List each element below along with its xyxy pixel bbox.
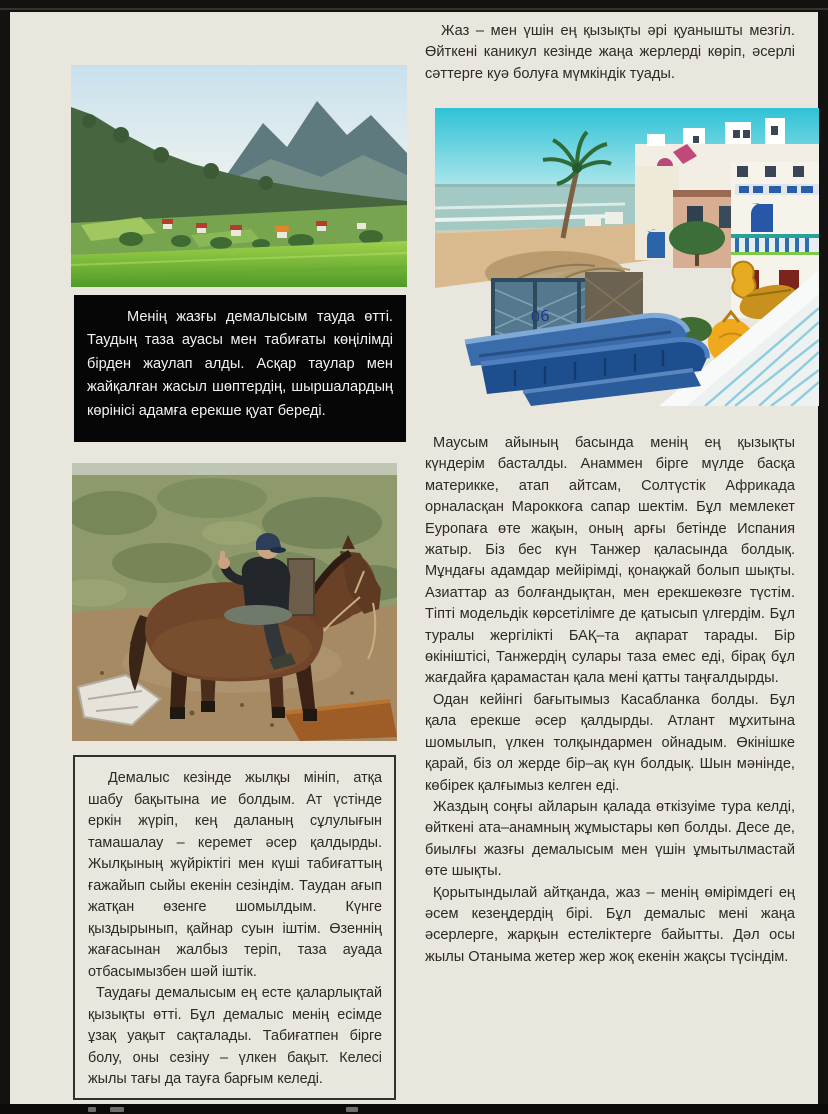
- bottom-frame-band: [0, 1104, 828, 1114]
- morocco-photo: [435, 108, 819, 406]
- horse-story-paragraph-2: Таудағы демалысым ең есте қаларлықтай қызықты өтті. Бұл демалыс менің есімде ұзақ уақыт сақталады. Табиғатпен бірге болу, оны сезіну – үлкен бақыт. Келесі жылы тағы да тауға барғым келеді.: [88, 985, 382, 1087]
- intro-paragraph: Жаз – мен үшін ең қызықты әрі қуанышты мезгіл. Өйткені каникул кезінде жаңа жерлерді көріп, әсерлі сәттерге куә болуға мүмкіндік туады.: [425, 23, 795, 82]
- horse-story-box: [73, 755, 396, 1100]
- city-summer-paragraph: Жаздың соңғы айларын қалада өткізуіме тура келді, өйткені ата–анамның жұмыстары көп болды. Десе де, биылғы жазғы демалысым мен үшін ұмытылмастай өте шықты.: [425, 798, 795, 880]
- conclusion-paragraph: Қорытындылай айтқанда, жаз – менің өмірімдегі ең әсем кезеңдердің бірі. Бұл демалыс мені жаңа әсерлерге, жарқын естеліктерге байытты. Дәл осы жылы Отаныма жетер жер жоқ екенін жақсы түсіндім.: [425, 884, 795, 965]
- horse-story-paragraph-1: Демалыс кезінде жылқы мініп, атқа шабу бақытына ие болдым. Ат үстінде еркін жүріп, кең даланың сұлулығын тамашалау – керемет әсер қалдырды. Жылқының жүйріктігі мен күші табиғаттың ғажайып сыйы екенін сезіндім. Таудан ағып жатқан өзенге шомылдым. Күнге қыздырынып, қайнар суын іштім. Өзеннің жағасынан жалбыз теріп, таза ауада отбасымызбен шәй іштік.: [88, 770, 382, 980]
- cutoff-text-fragment: [88, 1107, 96, 1112]
- mountain-caption-box: [74, 295, 406, 442]
- horse-photo: [72, 463, 397, 741]
- mountain-photo: [71, 65, 407, 287]
- document-page: [10, 12, 818, 1104]
- cutoff-text-fragment: [346, 1107, 358, 1112]
- cutoff-text-fragment: [110, 1107, 124, 1112]
- morocco-paragraph: Маусым айының басында менің ең қызықты күндерім басталды. Анаммен бірге мүлде басқа материкке, атап айтсам, Солтүстік Африкада орналасқан Мароккоға сапар шектім. Бұл мемлекет Еуропаға өте жақын, оның арғы бетінде Испания жатыр. Біз бес күн Танжер қаласында болдық. Мұндағы адамдар мейірімді, қонақжай болып шықты. Азиаттар аз болғандықтан, мен ерекшекөзге түстім. Тіпті модельдік көрсетілімге де қатысып үлгердім. Бұл туралы жергілікті БАҚ–та ақпарат тарады. Бір өкініштісі, Танжердің сулары таза емес еді, бірақ бұл жағдайға қарамастан қала мені қатты таңғалдырды.: [425, 435, 795, 687]
- svg-text:06: 06: [530, 306, 551, 326]
- casablanca-paragraph: Одан кейінгі бағытымыз Касабланка болды. Бұл қала ерекше әсер қалдырды. Атлант мұхитына шомылып, үлкен толқындармен ойнадым. Өкінішке қарай, біз ол жерде бір–ақ күн болдық. Шын мәнінде, көбірек қалғымыз келген еді.: [425, 691, 795, 794]
- right-text-block: [425, 433, 795, 968]
- frame-seam: [0, 8, 828, 10]
- mountain-caption-text: Менің жазғы демалысым тауда өтті. Таудың таза ауасы мен табиғаты көңілімді бірден жаулап алды. Асқар таулар мен жайқалған жасыл шөптердің, шыршалардың көрінісі адамға ерекше қуат береді.: [87, 309, 393, 419]
